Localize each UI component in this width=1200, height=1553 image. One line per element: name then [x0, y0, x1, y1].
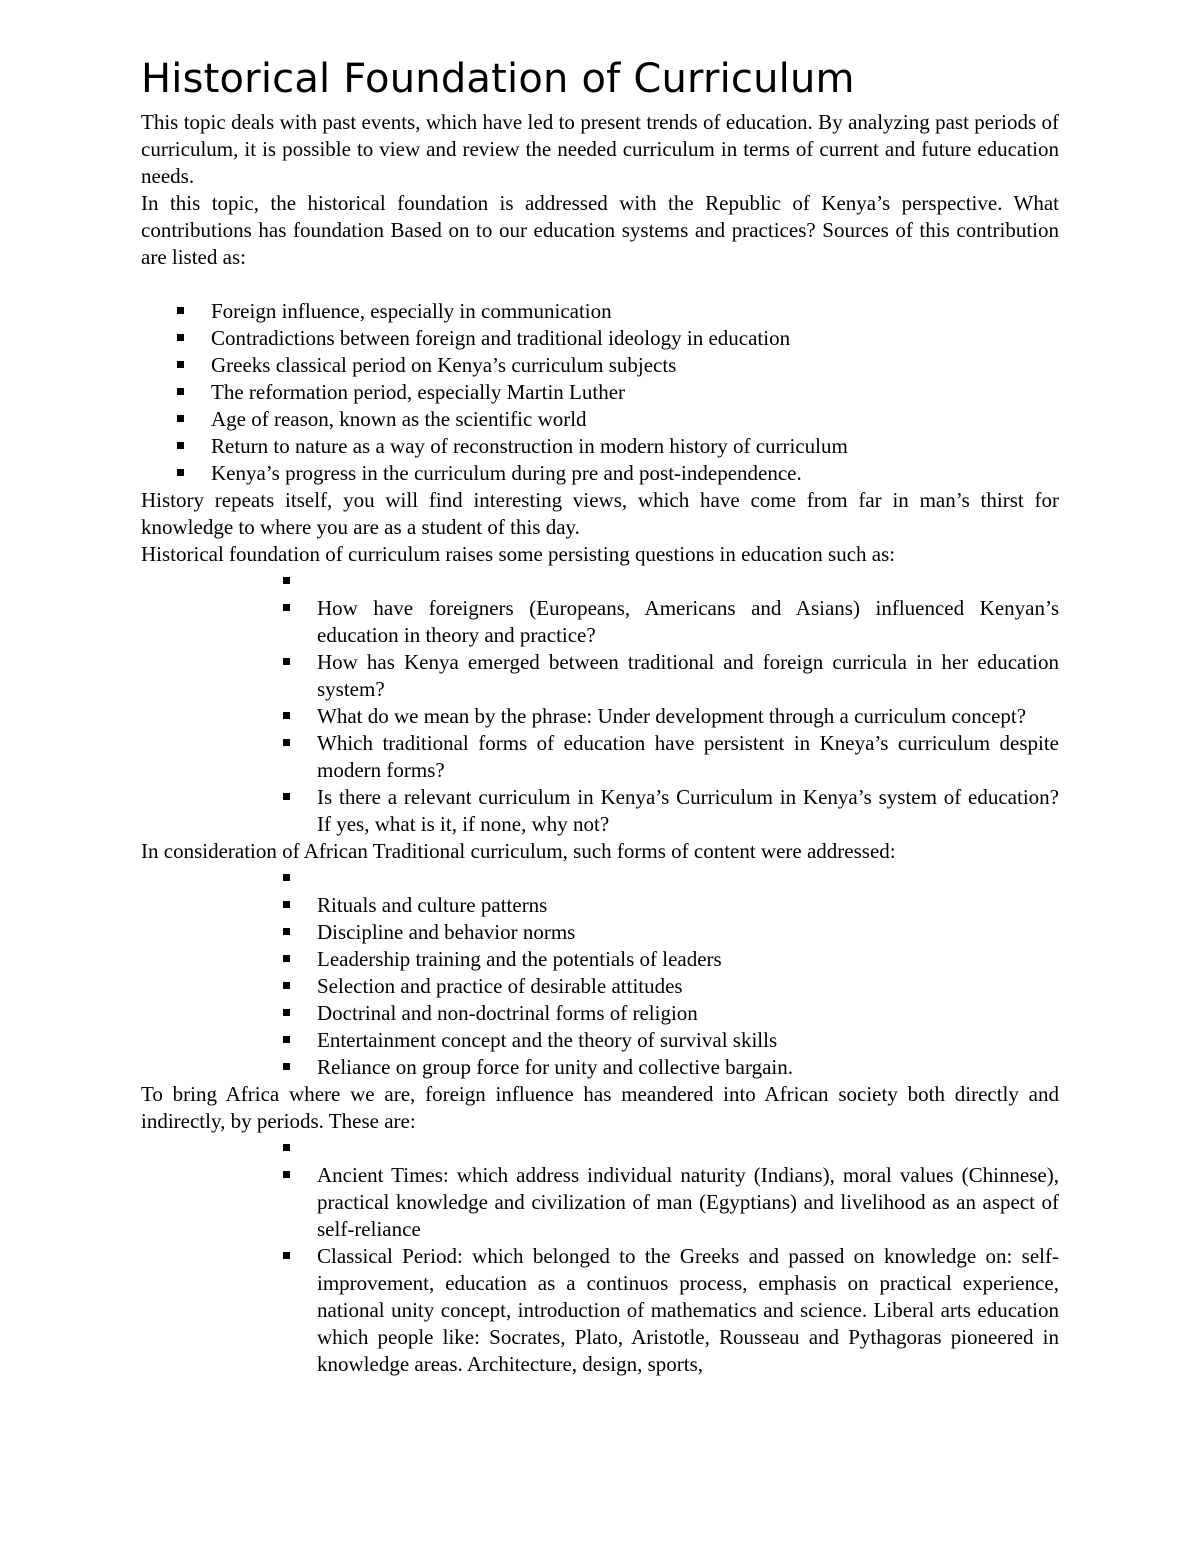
- african-forms-list: [141, 865, 1059, 1081]
- square-bullet-icon: [283, 901, 290, 908]
- square-bullet-icon: [283, 739, 290, 746]
- page-title: Historical Foundation of Curriculum: [141, 56, 855, 102]
- square-bullet-icon: [177, 388, 184, 395]
- list-item: What do we mean by the phrase: Under development through a curriculum concept?: [141, 703, 1059, 730]
- questions-list: [141, 568, 1059, 838]
- square-bullet-icon: [283, 793, 290, 800]
- list-item: Rituals and culture patterns: [141, 892, 1059, 919]
- list-item: Age of reason, known as the scientific world: [141, 406, 1059, 433]
- list-item: Greeks classical period on Kenya’s curriculum subjects: [141, 352, 1059, 379]
- sources-list: [141, 298, 1059, 487]
- list-item: Is there a relevant curriculum in Kenya’s Curriculum in Kenya’s system of education? If yes, what is it, if none, why not?: [141, 784, 1059, 838]
- list-item: Classical Period: which belonged to the Greeks and passed on knowledge on: self- improvement, education as a continuos process, emphasis on practical experience, national unity concept, introduction of mathematics and science. Liberal arts education which people like: Socrates, Plato, Aristotle, Rousseau and Pythagoras pioneered in knowledge areas. Architecture, design, sports,: [141, 1243, 1059, 1378]
- square-bullet-icon: [283, 1063, 290, 1070]
- list-item: Which traditional forms of education have persistent in Kneya’s curriculum despite modern forms?: [141, 730, 1059, 784]
- african-intro: In consideration of African Traditional curriculum, such forms of content were addressed:: [141, 839, 896, 863]
- square-bullet-icon: [177, 361, 184, 368]
- square-bullet-icon: [177, 334, 184, 341]
- list-item: Doctrinal and non-doctrinal forms of religion: [141, 1000, 1059, 1027]
- list-item: Ancient Times: which address individual naturity (Indians), moral values (Chinnese), practical knowledge and civilization of man (Egyptians) and livelihood as an aspect of self-reliance: [141, 1162, 1059, 1243]
- empty-list-item: [141, 1135, 1059, 1162]
- periods-intro: To bring Africa where we are, foreign influence has meandered into African society both directly and indirectly, by periods. These are:: [141, 1082, 1059, 1133]
- list-item: The reformation period, especially Martin Luther: [141, 379, 1059, 406]
- list-item: Entertainment concept and the theory of survival skills: [141, 1027, 1059, 1054]
- square-bullet-icon: [283, 604, 290, 611]
- list-item: Reliance on group force for unity and collective bargain.: [141, 1054, 1059, 1081]
- square-bullet-icon: [283, 658, 290, 665]
- history-paragraph: History repeats itself, you will find interesting views, which have come from far in man’s thirst for knowledge to where you are as a student of this day.: [141, 488, 1059, 539]
- list-item: Contradictions between foreign and traditional ideology in education: [141, 325, 1059, 352]
- square-bullet-icon: [283, 1144, 290, 1151]
- square-bullet-icon: [283, 1009, 290, 1016]
- square-bullet-icon: [283, 1252, 290, 1259]
- square-bullet-icon: [283, 1036, 290, 1043]
- list-item: How have foreigners (Europeans, Americans and Asians) influenced Kenyan’s education in theory and practice?: [141, 595, 1059, 649]
- blank-line: [141, 271, 1059, 298]
- list-item: Return to nature as a way of reconstruction in modern history of curriculum: [141, 433, 1059, 460]
- square-bullet-icon: [283, 1171, 290, 1178]
- intro-paragraph-1: This topic deals with past events, which have led to present trends of education. By analyzing past periods of curriculum, it is possible to view and review the needed curriculum in terms of current and future education needs.: [141, 110, 1059, 188]
- square-bullet-icon: [283, 712, 290, 719]
- square-bullet-icon: [283, 577, 290, 584]
- intro-paragraph-2: In this topic, the historical foundation is addressed with the Republic of Kenya’s perspective. What contributions has foundation Based on to our education systems and practices? Sources of this contribution are listed as:: [141, 191, 1059, 269]
- square-bullet-icon: [283, 982, 290, 989]
- square-bullet-icon: [283, 928, 290, 935]
- empty-list-item: [141, 865, 1059, 892]
- list-item: Discipline and behavior norms: [141, 919, 1059, 946]
- list-item: How has Kenya emerged between traditional and foreign curricula in her education system?: [141, 649, 1059, 703]
- square-bullet-icon: [283, 874, 290, 881]
- square-bullet-icon: [177, 469, 184, 476]
- document-page: [141, 54, 1059, 1378]
- periods-list: [141, 1135, 1059, 1378]
- list-item: Leadership training and the potentials of leaders: [141, 946, 1059, 973]
- questions-intro: Historical foundation of curriculum raises some persisting questions in education such as:: [141, 542, 896, 566]
- square-bullet-icon: [177, 307, 184, 314]
- list-item: Kenya’s progress in the curriculum during pre and post-independence.: [141, 460, 1059, 487]
- empty-list-item: [141, 568, 1059, 595]
- list-item: Selection and practice of desirable attitudes: [141, 973, 1059, 1000]
- square-bullet-icon: [177, 442, 184, 449]
- list-item: Foreign influence, especially in communication: [141, 298, 1059, 325]
- square-bullet-icon: [283, 955, 290, 962]
- square-bullet-icon: [177, 415, 184, 422]
